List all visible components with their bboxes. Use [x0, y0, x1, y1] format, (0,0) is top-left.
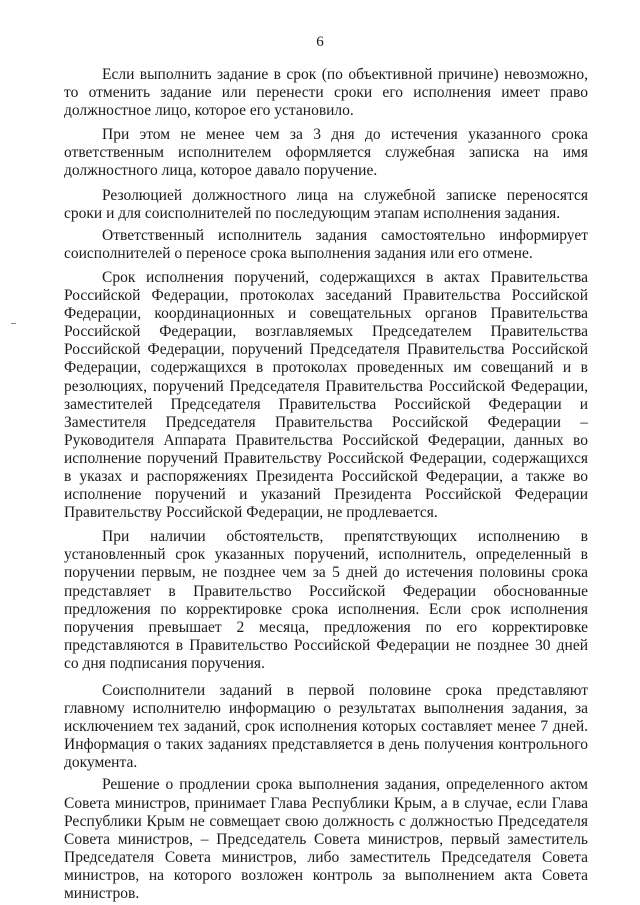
paragraph-co-executors: Соисполнители заданий в первой половине срока представляют главному исполнителю информацию о результатах выполнения задания, за исключением тех заданий, срок исполнения которых составляет менее 7 дней. Информация о таких заданиях представляется в день получения контрольного документа.	[64, 682, 588, 772]
paragraph-responsible-informs: Ответственный исполнитель задания самостоятельно информирует соисполнителей о переносе срока выполнения задания или его отмене.	[64, 226, 588, 262]
paragraph-resolution: Резолюцией должностного лица на служебной записке переносятся сроки и для соисполнителей по последующим этапам исполнения задания.	[64, 186, 588, 222]
paragraph-extension-decision: Решение о продлении срока выполнения задания, определенного актом Совета министров, принимает Глава Республики Крым, а в случае, если Глава Республики Крым не совмещает свою должность с должностью Председателя Совета министров, – Председатель Совета министров, первый заместитель Председателя Совета министров, либо заместитель Председателя Совета министров, на которого возложен контроль за выполнением акта Совета министров.	[64, 776, 588, 903]
document-body	[64, 66, 588, 903]
paragraph-term-not-extended: Срок исполнения поручений, содержащихся в актах Правительства Российской Федерации, протоколах заседаний Правительства Российской Федерации, координационных и совещательных органов Правительства Российской Федерации, возглавляемых Председателем Правительства Российской Федерации, поручений Председателя Правительства Российской Федерации, содержащихся в протоколах проведенных им совещаний и в резолюциях, поручений Председателя Правительства Российской Федерации, заместителей Председателя Правительства Российской Федерации и Заместителя Председателя Правительства Российской Федерации – Руководителя Аппарата Правительства Российской Федерации, данных во исполнение поручений Правительству Российской Федерации, содержащихся в указах и распоряжениях Президента Российской Федерации, а также во исполнение поручений и указаний Президента Российской Федерации Правительству Российской Федерации, не продлевается.	[64, 268, 588, 522]
paragraph-service-note: При этом не менее чем за 3 дня до истечения указанного срока ответственным исполнителем оформляется служебная записка на имя должностного лица, которое давало поручение.	[64, 126, 588, 180]
paragraph-cancel-or-postpone: Если выполнить задание в срок (по объективной причине) невозможно, то отменить задание или перенести сроки его исполнения имеет право должностное лицо, которое его установило.	[64, 66, 588, 120]
paragraph-obstacles: При наличии обстоятельств, препятствующих исполнению в установленный срок указанных поручений, исполнитель, определенный в поручении первым, не позднее чем за 5 дней до истечения половины срока представляет в Правительство Российской Федерации обоснованные предложения по корректировке срока исполнения. Если срок исполнения поручения превышает 2 месяца, предложения по его корректировке представляются в Правительство Российской Федерации не позднее 30 дней со дня подписания поручения.	[64, 528, 588, 672]
page-number: 6	[316, 34, 324, 50]
scan-mark	[11, 323, 16, 327]
